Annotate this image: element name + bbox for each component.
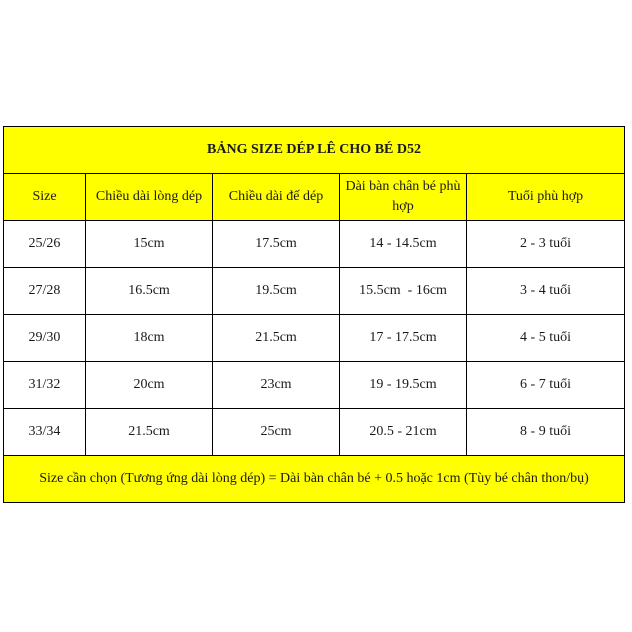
- table-row: [4, 409, 625, 456]
- cell-insole-length: 15cm: [86, 221, 213, 268]
- cell-foot-length: 19 - 19.5cm: [340, 362, 467, 409]
- table-row: [4, 221, 625, 268]
- table-footer-row: [4, 456, 625, 503]
- cell-insole-length: 21.5cm: [86, 409, 213, 456]
- size-chart-table: [3, 126, 625, 503]
- table-title: BẢNG SIZE DÉP LÊ CHO BÉ D52: [4, 127, 625, 174]
- cell-sole-length: 25cm: [213, 409, 340, 456]
- header-age: Tuổi phù hợp: [467, 174, 625, 221]
- table-header-row: [4, 174, 625, 221]
- size-selection-note: Size cần chọn (Tương ứng dài lòng dép) = Dài bàn chân bé + 0.5 hoặc 1cm (Tùy bé chân thon/bụ): [4, 456, 625, 503]
- cell-sole-length: 23cm: [213, 362, 340, 409]
- cell-age: 3 - 4 tuổi: [467, 268, 625, 315]
- table-row: [4, 268, 625, 315]
- cell-size: 27/28: [4, 268, 86, 315]
- header-foot-length: Dài bàn chân bé phù hợp: [340, 174, 467, 221]
- cell-sole-length: 17.5cm: [213, 221, 340, 268]
- cell-foot-length: 15.5cm - 16cm: [340, 268, 467, 315]
- cell-age: 8 - 9 tuổi: [467, 409, 625, 456]
- cell-size: 31/32: [4, 362, 86, 409]
- header-sole-length: Chiều dài đế dép: [213, 174, 340, 221]
- table-title-row: [4, 127, 625, 174]
- cell-foot-length: 20.5 - 21cm: [340, 409, 467, 456]
- cell-size: 25/26: [4, 221, 86, 268]
- header-size: Size: [4, 174, 86, 221]
- cell-age: 2 - 3 tuổi: [467, 221, 625, 268]
- header-insole-length: Chiều dài lòng dép: [86, 174, 213, 221]
- table-row: [4, 315, 625, 362]
- cell-foot-length: 14 - 14.5cm: [340, 221, 467, 268]
- table-row: [4, 362, 625, 409]
- cell-size: 29/30: [4, 315, 86, 362]
- cell-age: 4 - 5 tuổi: [467, 315, 625, 362]
- cell-size: 33/34: [4, 409, 86, 456]
- cell-sole-length: 21.5cm: [213, 315, 340, 362]
- cell-sole-length: 19.5cm: [213, 268, 340, 315]
- cell-insole-length: 18cm: [86, 315, 213, 362]
- cell-foot-length: 17 - 17.5cm: [340, 315, 467, 362]
- cell-age: 6 - 7 tuổi: [467, 362, 625, 409]
- cell-insole-length: 20cm: [86, 362, 213, 409]
- cell-insole-length: 16.5cm: [86, 268, 213, 315]
